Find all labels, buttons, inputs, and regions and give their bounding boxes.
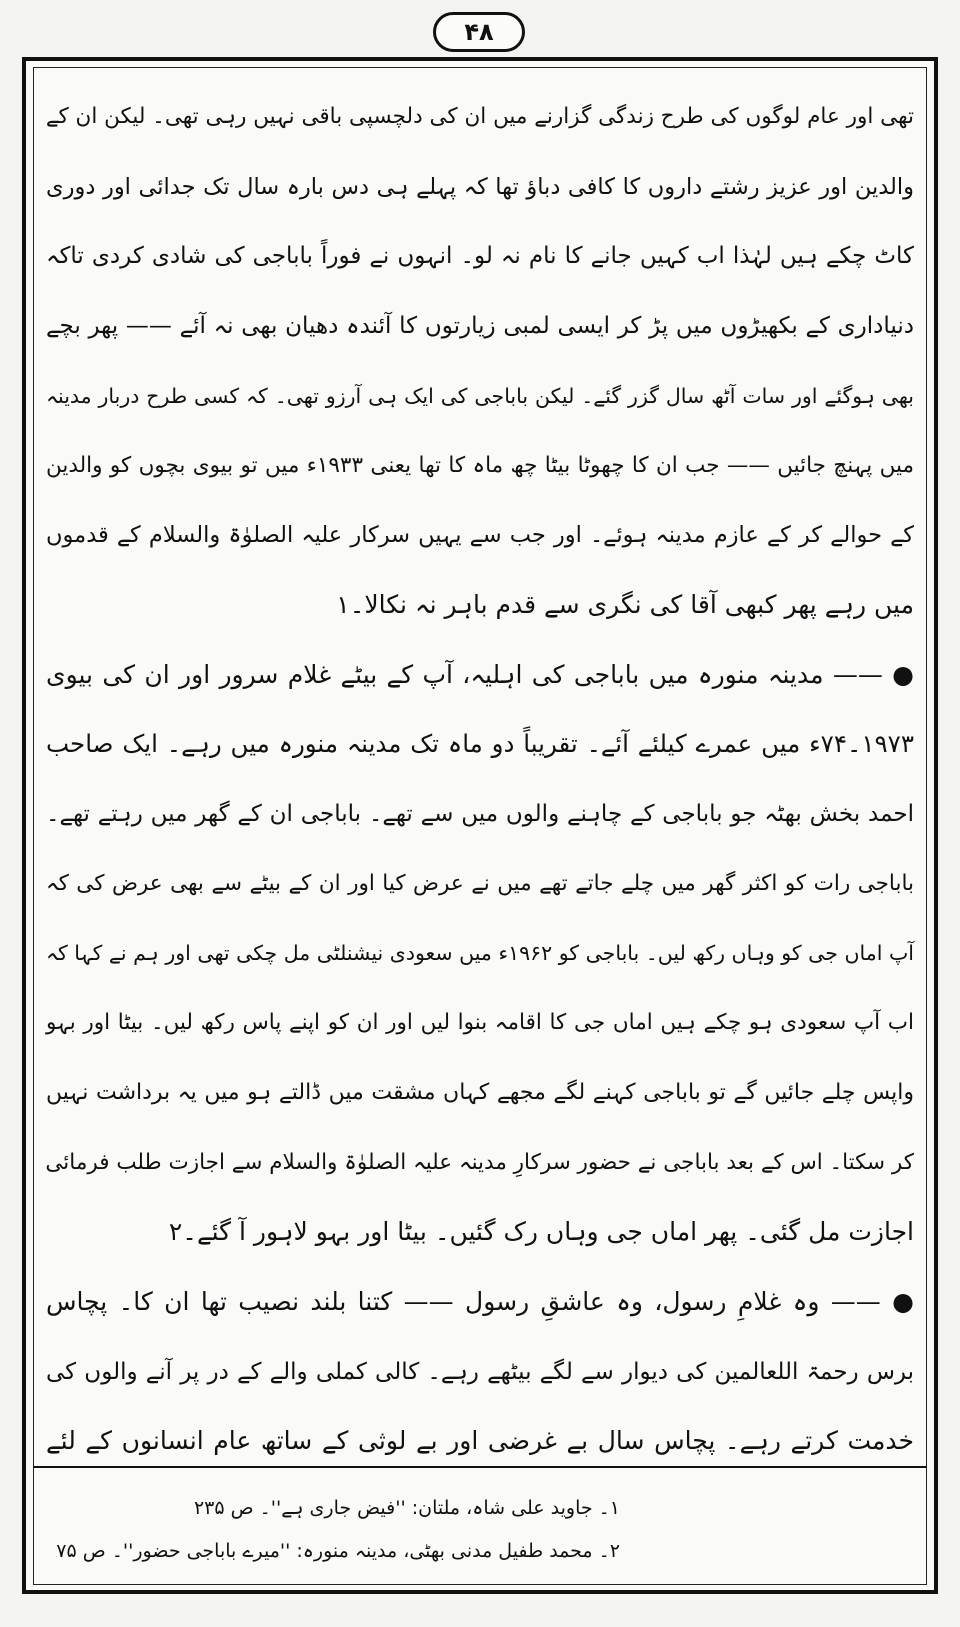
footnote-separator [33,1466,927,1468]
body-line: احمد بخش بھٹہ جو باباجی کے چاہنے والوں میں سے تھے۔ باباجی ان کے گھر میں رہتے تھے۔ [46,801,914,827]
body-line: میں پہنچ جائیں —— جب ان کا چھوٹا بیٹا چھ ماہ کا تھا یعنی ۱۹۳۳ء میں تو بیوی بچوں کو والدین [46,452,914,478]
body-line: برس رحمۃ اللعالمین کی دیوار سے لگے بیٹھے رہے۔ کالی کملی والے کے در پر آنے والوں کی [46,1358,914,1385]
body-line: تھی اور عام لوگوں کی طرح زندگی گزارنے میں ان کی دلچسپی باقی نہیں رہی تھی۔ لیکن ان کے [45,104,914,129]
body-line: خدمت کرتے رہے۔ پچاس سال بے غرضی اور بے لوثی کے ساتھ عام انسانوں کے لئے [46,1426,914,1456]
body-line: والدین اور عزیز رشتے داروں کا کافی دباؤ تھا کہ پہلے ہی دس بارہ سال تک جدائی اور دوری [46,173,914,200]
body-line: اب آپ سعودی ہو چکے ہیں اماں جی کا اقامہ بنوا لیں اور ان کو اپنے پاس رکھ لیں۔ بیٹا اور بہو [46,1010,914,1036]
body-line: میں رہے پھر کبھی آقا کی نگری سے قدم باہر نہ نکالا۔۱ [336,589,914,619]
body-line: کاٹ چکے ہیں لہٰذا اب کہیں جانے کا نام نہ لو۔ انہوں نے فوراً باباجی کی شادی کردی تاکہ [46,243,914,270]
footnote-2: ۲۔ محمد طفیل مدنی بھٹی، مدینہ منورہ: ''میرے باباجی حضور''۔ ص ۷۵ [56,1540,620,1562]
body-line: بھی ہوگئے اور سات آٹھ سال گزر گئے۔ لیکن باباجی کی ایک ہی آرزو تھی۔ کہ کسی طرح دربار مدینہ [46,383,914,408]
page-number: ۴۸ [433,12,525,52]
body-line: دنیاداری کے بکھیڑوں میں پڑ کر ایسی لمبی زیارتوں کا آئندہ دھیان بھی نہ آئے —— پھر بچے [46,313,914,340]
body-line: آپ اماں جی کو وہاں رکھ لیں۔ باباجی کو ۱۹۶۲ء میں سعودی نیشنلٹی مل چکی تھی اور ہم نے کہا کہ [46,941,914,966]
body-line: واپس چلے جائیں گے تو باباجی کہنے لگے مجھے کہاں مشقت میں ڈالتے ہو میں یہ برداشت نہیں [46,1079,914,1105]
body-line: ۱۹۷۳۔۷۴ء میں عمرے کیلئے آئے۔ تقریباً دو ماہ تک مدینہ منورہ میں رہے۔ ایک صاحب [46,729,914,759]
body-line: کر سکتا۔ اس کے بعد باباجی نے حضور سرکارِ مدینہ علیہ الصلوٰۃ والسلام سے اجازت طلب فرمائی [45,1149,914,1175]
footnote-1: ۱۔ جاوید علی شاہ، ملتان: ''فیض جاری ہے''۔ ص ۲۳۵ [193,1497,620,1519]
body-line: کے حوالے کر کے عازم مدینہ ہوئے۔ اور جب سے یہیں سرکار علیہ الصلوٰۃ والسلام کے قدموں [46,522,914,549]
body-line: باباجی رات کو اکثر گھر میں چلے جاتے تھے میں نے عرض کیا اور ان کے بیٹے سے بھی عرض کی کہ [46,870,914,896]
body-line: ● —— مدینہ منورہ میں باباجی کی اہلیہ، آپ کے بیٹے غلام سرور اور ان کی بیوی [46,659,914,689]
body-line: اجازت مل گئی۔ پھر اماں جی وہاں رک گئیں۔ بیٹا اور بہو لاہور آ گئے۔۲ [168,1217,914,1247]
body-line: ● —— وہ غلامِ رسول، وہ عاشقِ رسول —— کتنا بلند نصیب تھا ان کا۔ پچاس [46,1286,914,1316]
